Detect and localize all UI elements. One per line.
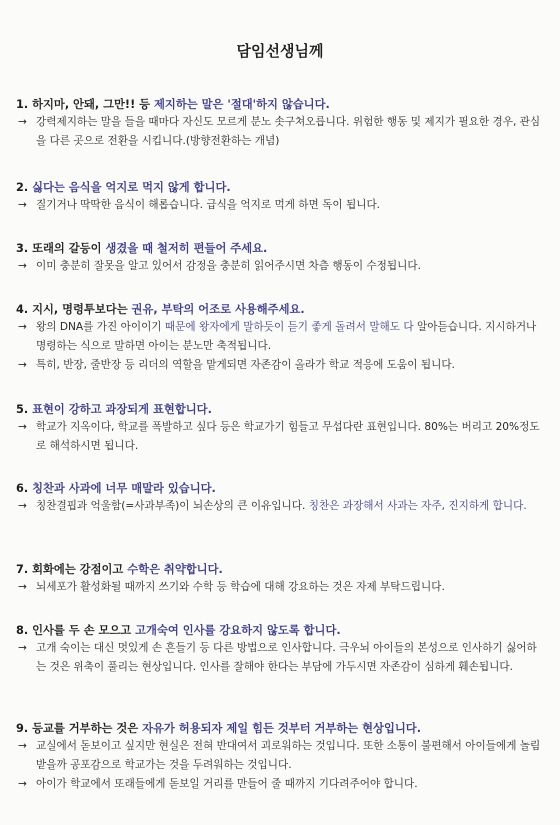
arrow-icon: → [18, 116, 27, 128]
section-3-bullet-1 [16, 257, 546, 276]
bullet-text: 교실에서 돋보이고 싶지만 현실은 전혀 반대여서 괴로워하는 것입니다. 또한 소통이 불편해서 아이들에게 놀림받을까 공포감으로 학교가는 것을 두려워하는 것입니다. [36, 740, 541, 771]
arrow-icon: → [18, 581, 27, 593]
bullet-text: 칭찬결핍과 억울함(=사과부족)이 뇌손상의 큰 이유입니다. [36, 500, 309, 512]
bullet-text-cont: 알아듣습니다. 지시하거나 명령하는 식으로 말하면 아이는 분노만 축적됩니다. [36, 321, 537, 352]
section-3-heading-text: 3. 또래의 갈등이 [16, 242, 106, 255]
arrow-icon: → [18, 321, 27, 333]
section-8 [16, 623, 546, 677]
section-9-bullet-1 [16, 737, 546, 775]
section-2-heading [16, 180, 546, 196]
section-5 [16, 402, 546, 456]
section-7-bullet-1 [16, 578, 546, 597]
section-6-bullet-1 [16, 497, 546, 516]
section-6-heading-highlight: 칭찬과 사과에 너무 매말라 있습니다. [32, 482, 216, 495]
section-9-heading-text: 9. 등교를 거부하는 것은 [16, 722, 143, 735]
section-3-heading-highlight: 생겼을 때 철저히 편들어 주세요. [105, 242, 268, 255]
section-2-heading-highlight: 싫다는 음식을 억지로 먹지 않게 합니다. [32, 181, 231, 194]
section-9-heading-highlight: 자유가 허용되자 제일 힘든 것부터 거부하는 현상입니다. [142, 722, 421, 735]
section-3 [16, 241, 546, 276]
bullet-text: 질기거나 딱딱한 음식이 해롭습니다. 급식을 억지로 먹게 하면 독이 됩니다. [36, 199, 381, 211]
section-2-bullet-1 [16, 196, 546, 215]
section-7 [16, 562, 546, 597]
bullet-highlight: 칭찬은 과장해서 사과는 자주, 진지하게 합니다. [308, 500, 527, 512]
bullet-text: 학교가 지옥이다, 학교를 폭발하고 싶다 등은 학교가기 힘들고 무섭다란 표현입니다. 80%는 버리고 20%정도로 해석하시면 됩니다. [36, 421, 540, 452]
section-4-heading-text: 4. 지시, 명령투보다는 [16, 303, 132, 316]
arrow-icon: → [18, 500, 27, 512]
bullet-text: 강력제지하는 말을 들을 때마다 자신도 모르게 분노 솟구쳐오릅니다. 위험한 행동 및 제지가 필요한 경우, 관심을 다른 곳으로 전환을 시킵니다.(방향전환하는 개념) [36, 116, 541, 147]
arrow-icon: → [18, 778, 27, 790]
section-9-heading [16, 721, 546, 737]
section-6-heading-text: 6. [16, 482, 33, 495]
section-4-heading-highlight: 권유, 부탁의 어조로 사용해주세요. [131, 303, 305, 316]
section-4-heading [16, 302, 546, 318]
bullet-text: 이미 충분히 잘못을 알고 있어서 감정을 충분히 읽어주시면 차츰 행동이 수정됩니다. [36, 260, 421, 272]
arrow-icon: → [18, 359, 27, 371]
section-4-bullet-2 [16, 356, 546, 375]
section-5-heading-text: 5. [16, 403, 33, 416]
arrow-icon: → [18, 642, 27, 654]
section-9 [16, 721, 546, 794]
bullet-highlight: 때문에 왕자에게 말하듯이 듣기 좋게 돌려서 말해도 다 [164, 321, 414, 333]
bullet-text: 고개 숙이는 대신 멋있게 손 흔들기 등 다른 방법으로 인사합니다. 극우뇌 아이들의 본성으로 인사하기 싫어하는 것은 위축이 풀리는 현상입니다. 인사를 잘해야 한다는 부담에 가두시면 자존감이 심하게 훼손됩니다. [36, 642, 537, 673]
section-1-heading [16, 97, 546, 113]
section-2-heading-text: 2. [16, 181, 33, 194]
section-1-heading-text: 1. 하지마, 안돼, 그만!! 등 [16, 98, 155, 111]
section-4 [16, 302, 546, 375]
bullet-text: 왕의 DNA를 가진 아이이기 [36, 321, 165, 333]
section-4-bullet-1 [16, 318, 546, 356]
section-1 [16, 97, 546, 151]
section-8-bullet-1 [16, 639, 546, 677]
section-8-heading-highlight: 고개숙여 인사를 강요하지 않도록 합니다. [135, 624, 341, 637]
section-8-heading-text: 8. 인사를 두 손 모으고 [16, 624, 136, 637]
section-8-heading [16, 623, 546, 639]
section-1-heading-highlight: 제지하는 말은 '절대'하지 않습니다. [154, 98, 330, 111]
arrow-icon: → [18, 260, 27, 272]
section-1-bullet-1 [16, 113, 546, 151]
page-title: 담임선생님께 [236, 42, 324, 60]
section-7-heading-highlight: 수학은 취약합니다. [127, 563, 223, 576]
arrow-icon: → [18, 740, 27, 752]
section-5-bullet-1 [16, 418, 546, 456]
bullet-text: 아이가 학교에서 또래들에게 돋보일 거리를 만들어 줄 때까지 기다려주어야 합니다. [36, 778, 418, 790]
section-6-heading [16, 481, 546, 497]
section-9-bullet-2 [16, 775, 546, 794]
section-5-heading-highlight: 표현이 강하고 과장되게 표현합니다. [32, 403, 212, 416]
arrow-icon: → [18, 199, 27, 211]
arrow-icon: → [18, 421, 27, 433]
section-6 [16, 481, 546, 516]
bullet-text: 뇌세포가 활성화될 때까지 쓰기와 수학 등 학습에 대해 강요하는 것은 자제 부탁드립니다. [36, 581, 445, 593]
section-2 [16, 180, 546, 215]
bullet-text: 특히, 반장, 줄반장 등 리더의 역할을 맡게되면 자존감이 올라가 학교 적응에 도움이 됩니다. [36, 359, 455, 371]
section-7-heading-text: 7. 회화에는 강점이고 [16, 563, 128, 576]
section-5-heading [16, 402, 546, 418]
section-7-heading [16, 562, 546, 578]
section-3-heading [16, 241, 546, 257]
